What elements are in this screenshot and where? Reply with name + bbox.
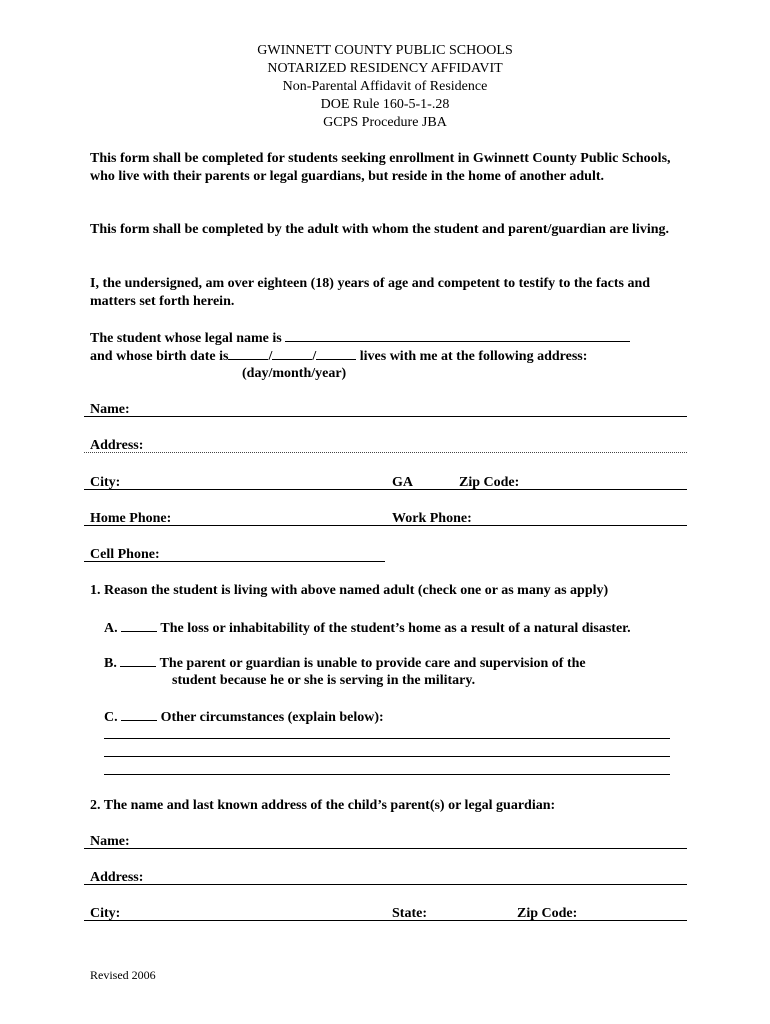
reason-a-check-field[interactable] — [121, 619, 157, 632]
parent-state-label: State: — [392, 906, 427, 921]
birth-day-field[interactable] — [228, 347, 268, 360]
adult-home-phone-label: Home Phone: — [90, 511, 172, 526]
explanation-line-2[interactable] — [104, 756, 670, 757]
adult-phone-field[interactable] — [84, 525, 687, 526]
adult-cell-phone-field[interactable] — [84, 561, 385, 562]
parent-address-field[interactable] — [84, 884, 687, 885]
adult-name-label: Name: — [90, 402, 130, 417]
parent-city-label: City: — [90, 906, 121, 921]
birthdate-suffix: lives with me at the following address: — [359, 349, 588, 364]
header-procedure: GCPS Procedure JBA — [323, 115, 447, 130]
date-format-hint: (day/month/year) — [242, 366, 347, 381]
reason-b-letter: B. — [104, 656, 117, 671]
date-slash: / — [268, 349, 273, 364]
student-name-field[interactable] — [285, 329, 630, 342]
explanation-line-1[interactable] — [104, 738, 670, 739]
reason-c-check-field[interactable] — [121, 708, 157, 721]
header-form-title: NOTARIZED RESIDENCY AFFIDAVIT — [267, 61, 503, 76]
header-form-subtitle: Non-Parental Affidavit of Residence — [282, 79, 488, 94]
parent-name-label: Name: — [90, 834, 130, 849]
reason-a-row — [104, 619, 631, 637]
explanation-line-3[interactable] — [104, 774, 670, 775]
intro-paragraph-2: This form shall be completed by the adult with whom the student and parent/guardian are living. — [90, 222, 669, 237]
adult-city-field[interactable] — [84, 489, 687, 490]
parent-zip-label: Zip Code: — [517, 906, 578, 921]
adult-city-label: City: — [90, 475, 121, 490]
student-birthdate-line — [90, 347, 587, 365]
student-name-line — [90, 329, 630, 347]
reason-b-row — [104, 654, 586, 672]
parent-name-field[interactable] — [84, 848, 687, 849]
header-doe-rule: DOE Rule 160-5-1-.28 — [320, 97, 450, 112]
adult-cell-phone-label: Cell Phone: — [90, 547, 160, 562]
reason-a-text: The loss or inhabitability of the student’s home as a result of a natural disaster. — [160, 621, 631, 636]
adult-address-label: Address: — [90, 438, 144, 453]
date-slash: / — [312, 349, 317, 364]
reason-b-text-continued: student because he or she is serving in the military. — [172, 673, 476, 688]
birthdate-label: and whose birth date is — [90, 349, 229, 364]
birth-month-field[interactable] — [272, 347, 312, 360]
intro-paragraph-1: This form shall be completed for students seeking enrollment in Gwinnett County Public Schools, who live with their parents or legal guardians, but reside in the home of another adult. — [90, 151, 671, 184]
revision-note: Revised 2006 — [90, 968, 156, 982]
parent-address-label: Address: — [90, 870, 144, 885]
parent-heading: 2. The name and last known address of the child’s parent(s) or legal guardian: — [90, 798, 556, 813]
adult-name-field[interactable] — [84, 416, 687, 417]
reason-heading: 1. Reason the student is living with above named adult (check one or as many as apply) — [90, 583, 609, 598]
reason-c-row — [104, 708, 384, 726]
header-school-name: GWINNETT COUNTY PUBLIC SCHOOLS — [257, 43, 513, 58]
reason-b-check-field[interactable] — [120, 654, 156, 667]
adult-work-phone-label: Work Phone: — [392, 511, 472, 526]
intro-paragraph-3: I, the undersigned, am over eighteen (18) years of age and competent to testify to the facts and matters set forth herein. — [90, 276, 651, 309]
birth-year-field[interactable] — [316, 347, 356, 360]
student-name-label: The student whose legal name is — [90, 331, 282, 346]
reason-a-letter: A. — [104, 621, 118, 636]
adult-address-field[interactable] — [84, 452, 687, 453]
adult-zip-label: Zip Code: — [459, 475, 520, 490]
parent-city-field[interactable] — [84, 920, 687, 921]
reason-c-text: Other circumstances (explain below): — [160, 710, 384, 725]
reason-b-text: The parent or guardian is unable to provide care and supervision of the — [159, 656, 586, 671]
adult-state-value: GA — [392, 475, 413, 490]
reason-c-letter: C. — [104, 710, 118, 725]
